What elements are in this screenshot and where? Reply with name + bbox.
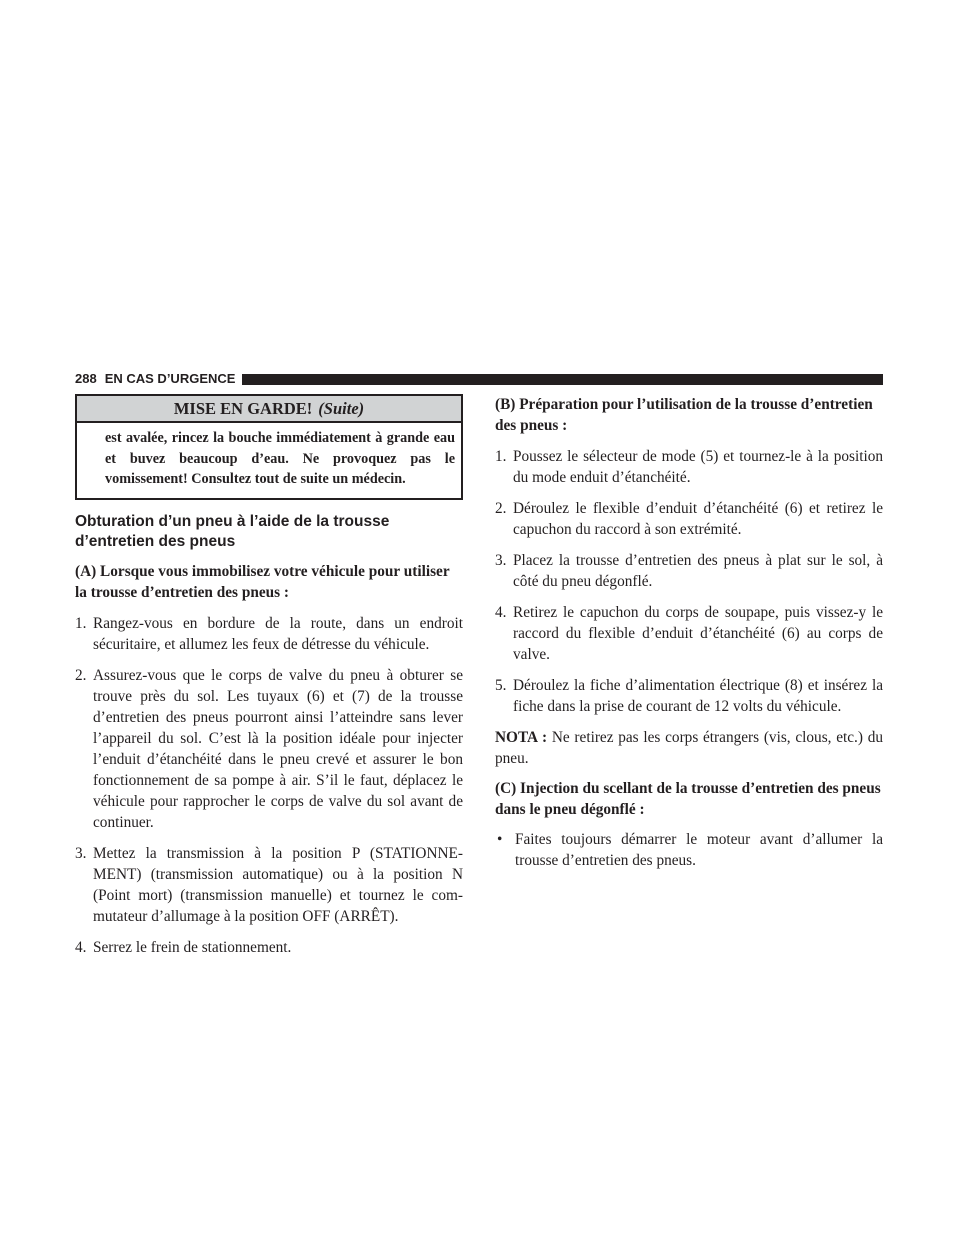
step-text: Rangez-vous en bordure de la route, dans un endroit sécuritaire, et allumez les feux de détresse du véhicule.	[93, 614, 463, 653]
step-text: Retirez le capuchon du corps de soupape, puis vissez-y le raccord du flexible d’enduit d’étanchéité (6) au corps de valve.	[513, 604, 883, 663]
list-item	[495, 829, 883, 871]
subheading-a: (A) Lorsque vous immobilisez votre véhicule pour utiliser la trousse d’entretien des pneus :	[75, 562, 450, 601]
warning-title-bar	[77, 396, 461, 423]
page-number: 288	[75, 371, 97, 386]
subheading-c: (C) Injection du scellant de la trousse d’entretien des pneus dans le pneu dégonflé :	[495, 780, 881, 818]
step-number: 1.	[495, 448, 507, 465]
step-number: 2.	[495, 500, 507, 517]
left-column	[75, 394, 463, 958]
list-item	[495, 602, 883, 665]
step-number: 5.	[495, 677, 507, 694]
bullet-list	[495, 829, 883, 871]
header-rule	[242, 374, 883, 385]
subheading-b: (B) Préparation pour l’utilisation de la trousse d’entretien des pneus :	[495, 396, 873, 434]
step-number: 2.	[75, 666, 87, 684]
step-text: Déroulez la fiche d’alimentation électrique (8) et insérez la fiche dans la prise de courant de 12 volts du véhicule.	[513, 677, 883, 715]
step-text: Déroulez le flexible d’enduit d’étanchéité (6) et retirez le capuchon du raccord à son extrémité.	[513, 500, 883, 538]
note-text: Ne retirez pas les corps étrangers (vis, clous, etc.) du pneu.	[495, 729, 884, 767]
section-title: EN CAS D’URGENCE	[104, 371, 236, 386]
step-text: Serrez le frein de stationnement.	[93, 938, 292, 956]
right-column	[495, 394, 883, 871]
list-item	[495, 446, 883, 488]
list-item	[495, 675, 883, 717]
step-number: 3.	[75, 844, 87, 862]
warning-box	[75, 394, 463, 500]
step-number: 4.	[75, 938, 87, 956]
warning-suite: (Suite)	[318, 399, 365, 418]
step-text: Assurez-vous que le corps de valve du pneu à obturer se trouve près du sol. Les tuyaux (6) et (7) de la trousse d’entretien des pneus pourront ainsi l’atteindre sans lever l’appareil du sol. C’est là la position idéale pour injecter l’enduit d’étanchéité dans le pneu crevé et assurer le bon fonctionnement de sa pompe à air. S’il le faut, déplacez le véhicule pour rapprocher le corps de valve du sol avant de continuer.	[93, 666, 463, 831]
steps-list-b	[495, 446, 883, 717]
step-number: 1.	[75, 614, 87, 632]
steps-list-a	[75, 613, 463, 958]
step-number: 3.	[495, 552, 507, 569]
list-item	[495, 498, 883, 540]
warning-title: MISE EN GARDE!	[173, 399, 313, 418]
step-text: Mettez la transmission à la position P (STATIONNE- MENT) (transmission automatique) ou à la position N (Point mort) (transmission manuelle) et tournez le com- mutateur d’allumage à la position OFF (ARRÊT).	[93, 844, 463, 925]
note-paragraph	[495, 727, 883, 769]
list-item	[75, 613, 463, 655]
step-text: Poussez le sélecteur de mode (5) et tournez-le à la position du mode enduit d’étanchéité.	[513, 448, 883, 486]
step-text: Placez la trousse d’entretien des pneus à plat sur le sol, à côté du pneu dégonflé.	[513, 552, 883, 590]
list-item	[75, 843, 463, 927]
step-number: 4.	[495, 604, 507, 621]
warning-text: est avalée, rincez la bouche immédiatement à grande eau et buvez beaucoup d’eau. Ne provoquez pas le vomissement! Consultez tout de suite un médecin.	[105, 430, 455, 487]
list-item	[75, 665, 463, 833]
section-heading: Obturation d’un pneu à l’aide de la trousse d’entretien des pneus	[75, 512, 390, 550]
list-item	[495, 550, 883, 592]
page-header	[75, 371, 883, 387]
list-item	[75, 937, 463, 958]
bullet-text: Faites toujours démarrer le moteur avant d’allumer la trousse d’entretien des pneus.	[515, 831, 883, 869]
note-label: NOTA :	[495, 729, 548, 746]
bullet-symbol: •	[497, 831, 503, 848]
